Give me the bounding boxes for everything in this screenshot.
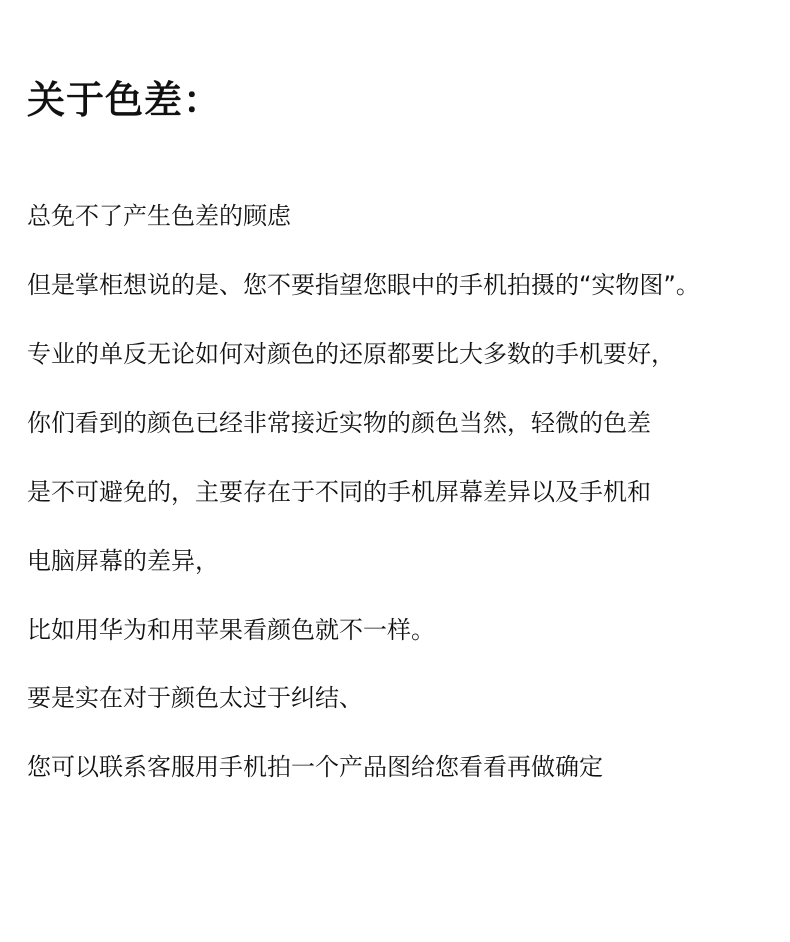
- notice-line-2: 但是掌柜想说的是、您不要指望您眼中的手机拍摄的“实物图”。: [27, 271, 700, 299]
- notice-line-6: 电脑屏幕的差异，: [27, 547, 219, 575]
- notice-line-9: 您可以联系客服用手机拍一个产品图给您看看再做确定: [27, 753, 603, 781]
- notice-line-4: 你们看到的颜色已经非常接近实物的颜色当然，轻微的色差: [27, 409, 651, 437]
- notice-line-7: 比如用华为和用苹果看颜色就不一样。: [27, 616, 435, 644]
- notice-line-1: 总免不了产生色差的顾虑: [27, 202, 291, 230]
- section-title: 关于色差：: [27, 78, 223, 122]
- notice-line-5: 是不可避免的，主要存在于不同的手机屏幕差异以及手机和: [27, 478, 651, 506]
- notice-line-3: 专业的单反无论如何对颜色的还原都要比大多数的手机要好，: [27, 340, 675, 368]
- notice-line-8: 要是实在对于颜色太过于纠结、: [27, 684, 363, 712]
